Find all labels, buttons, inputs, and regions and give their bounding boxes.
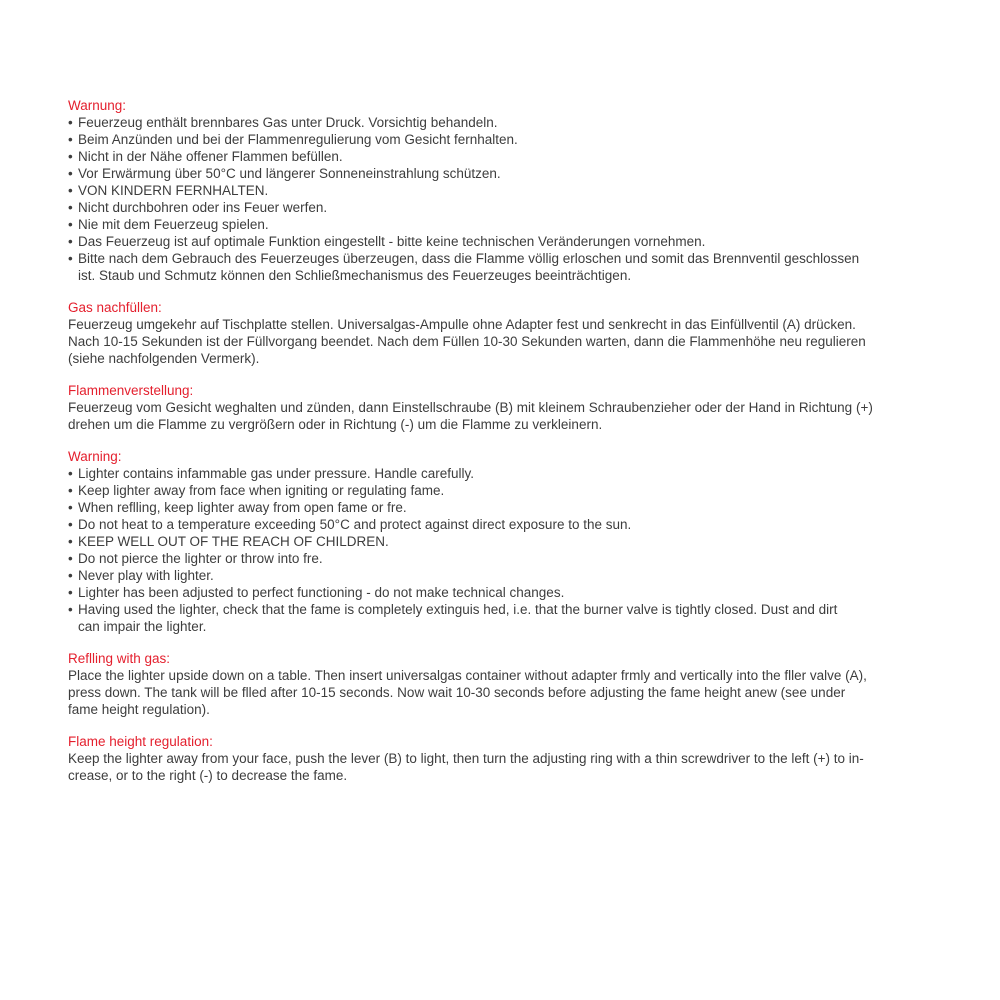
- bullet-marker: •: [68, 183, 73, 198]
- line-text: Having used the lighter, check that the fame is completely extinguis hed, i.e. that the burner valve is tightly closed. Dust and dirt: [78, 602, 838, 617]
- bullet-marker: •: [68, 166, 73, 181]
- line-text: Do not heat to a temperature exceeding 50°C and protect against direct exposure to the sun.: [78, 517, 632, 532]
- bullet-marker: •: [68, 251, 73, 266]
- bullet-marker: •: [68, 585, 73, 600]
- paragraph-line: fame height regulation).: [68, 702, 210, 717]
- section-flammenverstellung: [68, 382, 948, 433]
- line-text: Nicht durchbohren oder ins Feuer werfen.: [78, 200, 328, 215]
- bullet-line: [68, 165, 948, 182]
- line-text: When reflling, keep lighter away from open fame or fre.: [78, 500, 407, 515]
- bullet-marker: •: [68, 200, 73, 215]
- bullet-marker: •: [68, 234, 73, 249]
- bullet-line: [68, 148, 948, 165]
- line-text: Lighter has been adjusted to perfect functioning - do not make technical changes.: [78, 585, 565, 600]
- paragraph-line: crease, or to the right (-) to decrease the fame.: [68, 768, 348, 783]
- bullet-line: [68, 182, 948, 199]
- bullet-marker: •: [68, 534, 73, 549]
- paragraph-line: (siehe nachfolgenden Vermerk).: [68, 351, 260, 366]
- line-text: Nie mit dem Feuerzeug spielen.: [78, 217, 269, 232]
- bullet-line: [68, 482, 948, 499]
- paragraph-line: drehen um die Flamme zu vergrößern oder in Richtung (-) um die Flamme zu verkleinern.: [68, 417, 603, 432]
- bullet-line: [68, 131, 948, 148]
- paragraph-line: Nach 10-15 Sekunden ist der Füllvorgang beendet. Nach dem Füllen 10-30 Sekunden warten, dann die Flammenhöhe neu regulieren: [68, 334, 866, 349]
- line-text: Lighter contains infammable gas under pressure. Handle carefully.: [78, 466, 474, 481]
- bullet-line: [68, 233, 948, 250]
- section-flame-height-regulation: [68, 733, 948, 784]
- bullet-line: [68, 567, 948, 584]
- bullet-marker: •: [68, 517, 73, 532]
- line-text: VON KINDERN FERNHALTEN.: [78, 183, 269, 198]
- section-heading: Warning:: [68, 449, 122, 464]
- bullet-marker: •: [68, 149, 73, 164]
- bullet-marker: •: [68, 466, 73, 481]
- section-heading: Reflling with gas:: [68, 651, 171, 666]
- line-text: Do not pierce the lighter or throw into fre.: [78, 551, 323, 566]
- section-heading: Flame height regulation:: [68, 734, 213, 749]
- section-heading: Gas nachfüllen:: [68, 300, 162, 315]
- line-text: Bitte nach dem Gebrauch des Feuerzeuges überzeugen, dass die Flamme völlig erloschen und somit das Brennventil geschlossen: [78, 251, 860, 266]
- bullet-marker: •: [68, 132, 73, 147]
- section-warnung-de: [68, 97, 948, 284]
- bullet-continuation-line: ist. Staub und Schmutz können den Schließmechanismus des Feuerzeuges beeinträchtigen.: [78, 268, 632, 283]
- paragraph-line: Keep the lighter away from your face, push the lever (B) to light, then turn the adjusting ring with a thin screwdriver to the left (+) to in-: [68, 751, 864, 766]
- bullet-line: [68, 516, 948, 533]
- section-refilling-with-gas: [68, 650, 948, 718]
- line-text: Never play with lighter.: [78, 568, 214, 583]
- bullet-marker: •: [68, 217, 73, 232]
- bullet-continuation-line: can impair the lighter.: [78, 619, 207, 634]
- bullet-marker: •: [68, 568, 73, 583]
- bullet-line: [68, 465, 948, 482]
- bullet-marker: •: [68, 500, 73, 515]
- paragraph-line: Feuerzeug vom Gesicht weghalten und zünden, dann Einstellschraube (B) mit kleinem Schraubenzieher oder der Hand in Richtung (+): [68, 400, 873, 415]
- bullet-marker: •: [68, 115, 73, 130]
- line-text: Keep lighter away from face when igniting or regulating fame.: [78, 483, 445, 498]
- section-heading: Flammenverstellung:: [68, 383, 194, 398]
- bullet-marker: •: [68, 483, 73, 498]
- paragraph-line: Feuerzeug umgekehr auf Tischplatte stellen. Universalgas-Ampulle ohne Adapter fest und senkrecht in das Einfüllventil (A) drücken.: [68, 317, 856, 332]
- line-text: Vor Erwärmung über 50°C und längerer Sonneneinstrahlung schützen.: [78, 166, 501, 181]
- section-gas-nachfuellen: [68, 299, 948, 367]
- line-text: Das Feuerzeug ist auf optimale Funktion eingestellt - bitte keine technischen Veränderungen vornehmen.: [78, 234, 706, 249]
- bullet-marker: •: [68, 551, 73, 566]
- bullet-line: [68, 584, 948, 601]
- section-warning-en: [68, 448, 948, 635]
- instruction-sheet: [68, 97, 948, 799]
- line-text: KEEP WELL OUT OF THE REACH OF CHILDREN.: [78, 534, 389, 549]
- line-text: Beim Anzünden und bei der Flammenregulierung vom Gesicht fernhalten.: [78, 132, 518, 147]
- bullet-line: [68, 601, 948, 618]
- bullet-line: [68, 199, 948, 216]
- bullet-line: [68, 216, 948, 233]
- paragraph-line: press down. The tank will be flled after 10-15 seconds. Now wait 10-30 seconds before adjusting the fame height anew (see under: [68, 685, 846, 700]
- bullet-line: [68, 499, 948, 516]
- bullet-marker: •: [68, 602, 73, 617]
- bullet-line: [68, 533, 948, 550]
- bullet-line: [68, 250, 948, 267]
- paragraph-line: Place the lighter upside down on a table. Then insert universalgas container without adapter frmly and vertically into the fller valve (A),: [68, 668, 867, 683]
- line-text: Feuerzeug enthält brennbares Gas unter Druck. Vorsichtig behandeln.: [78, 115, 498, 130]
- bullet-line: [68, 550, 948, 567]
- line-text: Nicht in der Nähe offener Flammen befüllen.: [78, 149, 343, 164]
- bullet-line: [68, 114, 948, 131]
- section-heading: Warnung:: [68, 98, 127, 113]
